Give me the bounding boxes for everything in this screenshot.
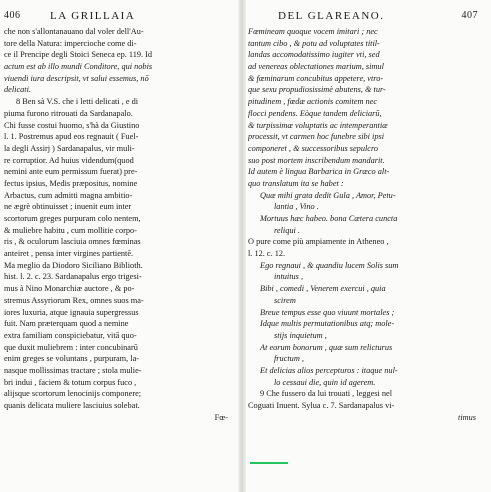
text-line: re corruptior. Ad huius videndum(quod xyxy=(4,155,134,165)
text-line: extra familiam conspiciebatur, vitā quo- xyxy=(4,330,137,340)
text-line: Ego regnaui , & quandiu lucem Solis sum xyxy=(260,260,399,270)
text-line: mus à Nino Monarchiæ auctore , & po- xyxy=(4,284,135,294)
left-running-title: LA GRILLAIA xyxy=(50,10,136,22)
text-line: & fœminarum concubitus appetere, vtro- xyxy=(248,73,384,83)
text-line: piuma furono ritrouati da Sardanapalo. xyxy=(4,108,133,118)
text-line: Ma meglio da Diodoro Siciliano Biblioth. xyxy=(4,260,143,270)
left-page-header xyxy=(4,8,236,24)
text-line: quo translatum ita se habet : xyxy=(248,178,344,188)
text-line: timus xyxy=(458,412,476,422)
text-line: & turpissimæ voluptatis ac intemperantiæ xyxy=(248,120,388,130)
left-page xyxy=(4,8,236,488)
text-line: O pure come più ampiamente in Atheneo , xyxy=(248,237,389,247)
left-page-text xyxy=(4,26,236,423)
text-line: enim greges se voluntans , purpuram, la- xyxy=(4,354,140,364)
text-line: stremus Assyriorum Rex, omnes suos ma- xyxy=(4,295,144,305)
text-line: landas accomodatissimo iugiter vti, sed xyxy=(248,50,380,60)
text-line: lo cessaui die, quin id agerem. xyxy=(274,377,376,387)
text-line: iores luxuria, atque ignauia supergressus xyxy=(4,307,139,317)
text-line: Breue tempus esse quo viuunt mortales ; xyxy=(260,307,395,317)
text-line: componeret , & successoribus sepulcro xyxy=(248,143,379,153)
text-line: fructum , xyxy=(274,354,304,364)
text-line: bri indui , faciem & totum corpus fuco , xyxy=(4,377,137,387)
text-line: Id autem è lingua Barbarica in Græco alt- xyxy=(248,167,390,177)
text-line: ne ægrè obtinuisset ; inuenit eum inter xyxy=(4,202,132,212)
book-gutter xyxy=(238,0,246,492)
text-line: alijsque scortorum lenocinijs componere; xyxy=(4,389,142,399)
text-line: Bibi , comedi , Venerem exercui , quia xyxy=(260,284,386,294)
text-line: quanis delicata muliere lasciuius solebat. xyxy=(4,401,140,410)
text-line: & muliebre habitu , cum mollitie corpo- xyxy=(4,225,137,235)
text-line: tantum cibo , & potu ad voluptates titil- xyxy=(248,38,380,48)
text-line: anteiret , pensa inter virgines partientē. xyxy=(4,249,134,259)
text-line: l. 12. c. 12. xyxy=(248,249,286,259)
text-line: intuitus , xyxy=(274,272,304,282)
text-line: 8 Ben sà V.S. che i letti delicati , e di xyxy=(16,97,139,107)
right-page-header xyxy=(248,8,484,24)
text-line: At eorum bonorum , quæ sum relicturus xyxy=(260,342,393,352)
text-line: flocci pendens. Eòque tandem deliciarū, xyxy=(248,108,382,118)
text-line: Quæ mihi grata dedit Gula , Amor, Petu- xyxy=(260,190,396,200)
text-line: viuendi iura descripsit, vt salui essemus, nō xyxy=(4,73,149,83)
text-line: nemini ante eum permissum fuerat) pre- xyxy=(4,167,138,177)
text-line: che non s'allontanauano dal voler dell'Au- xyxy=(4,27,144,36)
right-page xyxy=(248,8,484,488)
text-line: fuit. Nam præterquam quod a nemine xyxy=(4,319,129,329)
text-line: ris , & oculorum lasciuia omnes fœminas xyxy=(4,237,141,247)
text-line: scirem xyxy=(274,295,296,305)
text-line: scortorum greges purpuram colo nentem, xyxy=(4,214,141,223)
text-line: Arbactus, cum admitti magna ambitio- xyxy=(4,190,133,200)
right-page-number: 407 xyxy=(461,10,478,21)
text-line: Mortuus hæc habeo. bona Cætera cuncta xyxy=(260,214,398,223)
text-line: actum est ab illo mundi Conditore, qui nobis xyxy=(4,62,153,72)
text-line: lantia , Vino . xyxy=(274,202,319,212)
text-line: delicati. xyxy=(4,85,31,95)
text-line: ce il Prencipe degli Stoici Seneca ep. 119. Id xyxy=(4,50,153,60)
right-running-title: DEL GLAREANO. xyxy=(278,10,385,22)
text-line: Chi fusse costui huomo, s'hà da Giustino xyxy=(4,120,140,130)
highlight-underline xyxy=(250,462,288,464)
text-line: ad venereas oblectationes marium, simul xyxy=(248,62,384,72)
text-line: suo post mortem inscribendum mandarit. xyxy=(248,155,385,165)
text-line: hist. l. 2. c. 23. Sardanapalus ergo trigesi- xyxy=(4,272,142,282)
left-page-number: 406 xyxy=(4,10,21,21)
text-line: l. 1. Postremus apud eos regnauit ( Fuel- xyxy=(4,132,139,142)
right-page-text xyxy=(248,26,484,423)
text-line: Coguati Inuent. Sylua c. 7. Sardanapalus vi- xyxy=(248,401,395,410)
text-line: Fœmineam quoque vocem imitari ; nec xyxy=(248,27,378,36)
text-line: Idque multis permutationibus atq; mole- xyxy=(260,319,395,329)
text-line: pitudinem , fœdæ actionis comitem nec xyxy=(248,97,378,107)
text-line: nasque mollissimas tractare ; stola mulie- xyxy=(4,365,142,375)
text-line: que duxit muliebrem : inter concubinarū xyxy=(4,342,138,352)
text-line: que sexu propudiosissimè abutens, & tur- xyxy=(248,85,386,95)
text-line: la degli Assirj ) Sardanapalus, vir muli- xyxy=(4,143,135,153)
text-line: fectus ipsius, Medis præpositus, nomine xyxy=(4,178,138,188)
text-line: 9 Che fussero da lui trouati , leggesi nel xyxy=(260,389,393,399)
text-line: tore della Natura: impercioche come di- xyxy=(4,38,137,48)
text-line: stijs inquietum , xyxy=(274,330,327,340)
text-line: processit, vt carmen hoc funebre sibi ipsi xyxy=(248,132,385,142)
text-line: Et delicias alios percepturos : itaque nul- xyxy=(260,365,398,375)
text-line: Fœ- xyxy=(214,412,228,422)
text-line: reliqui . xyxy=(274,225,300,235)
